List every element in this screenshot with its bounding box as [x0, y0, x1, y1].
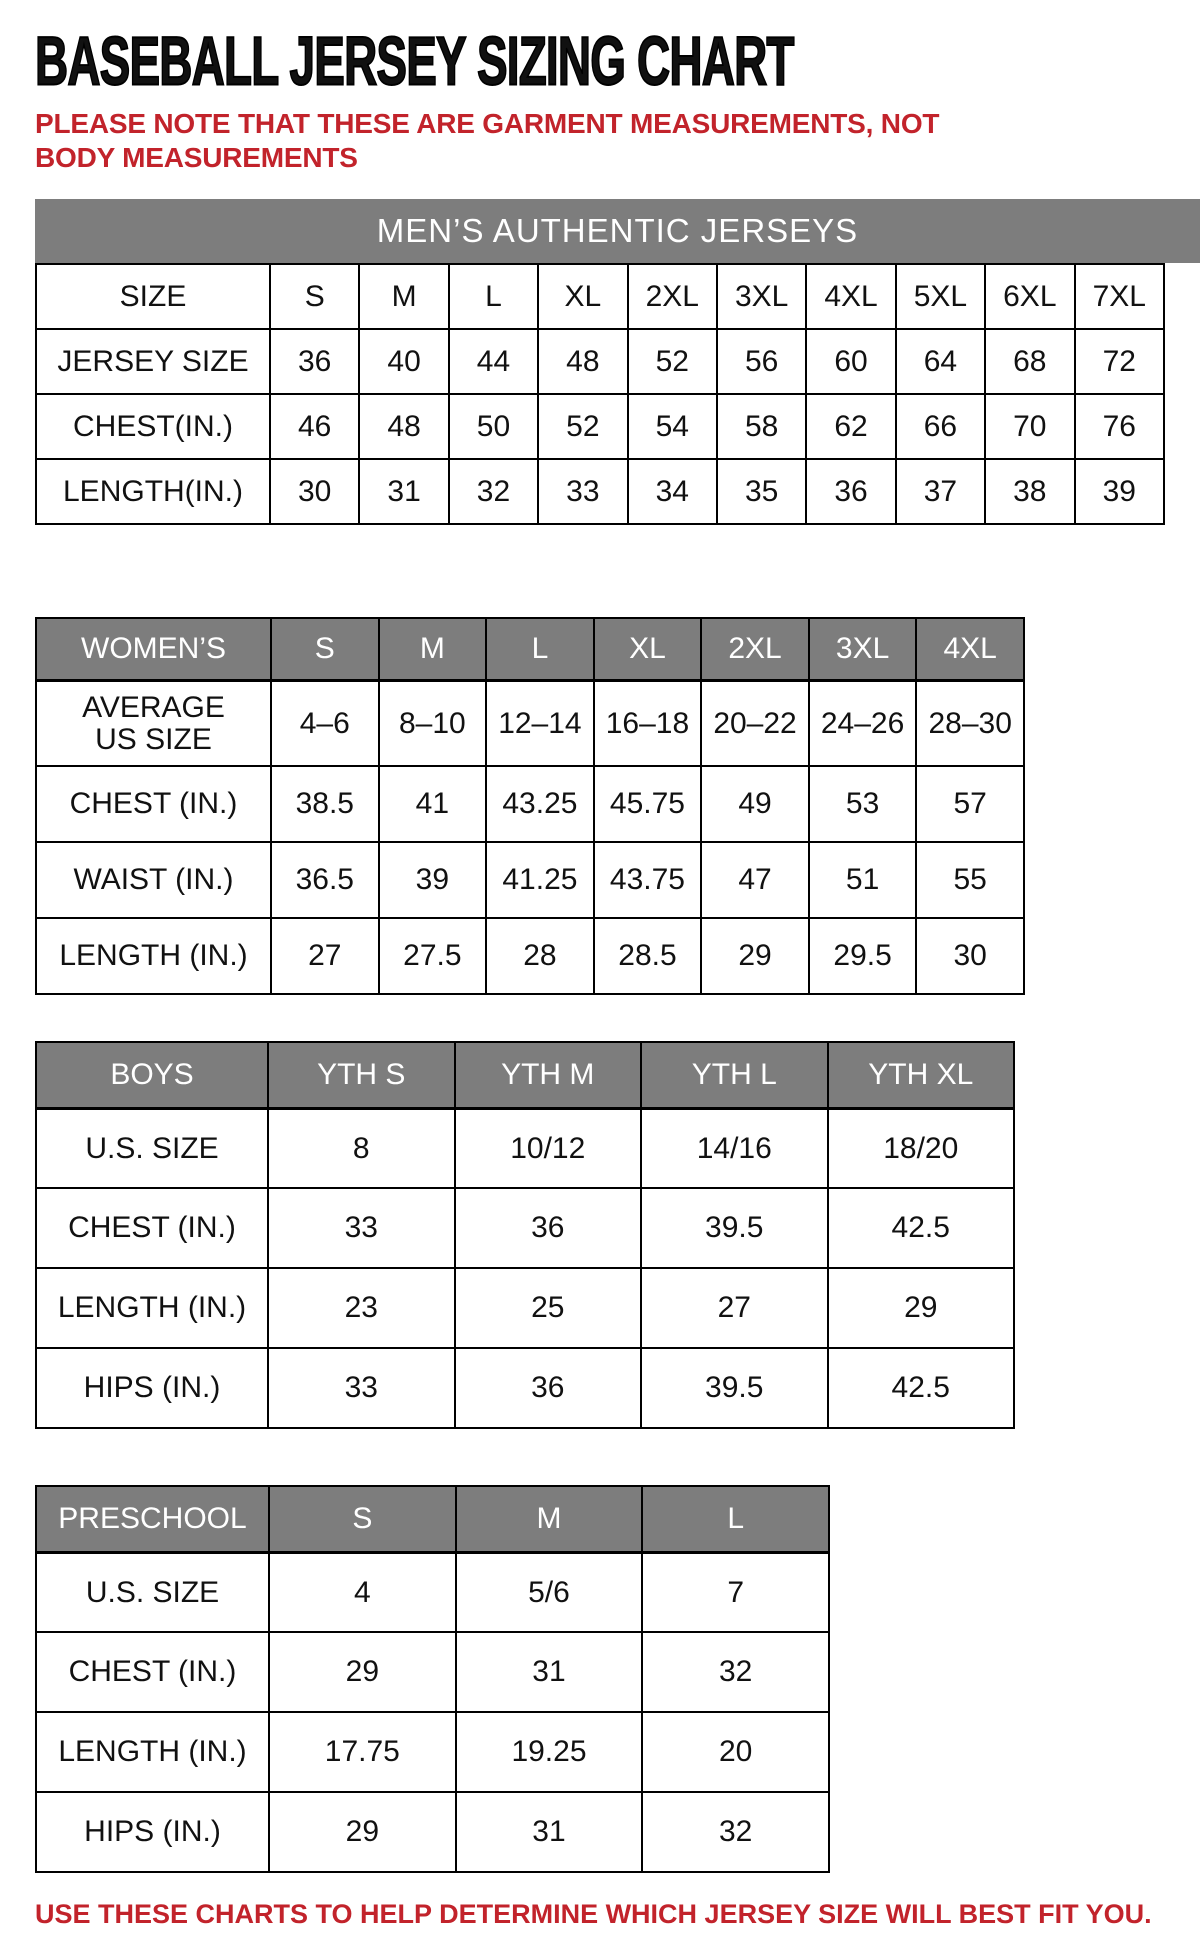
value-cell: 54 — [628, 394, 717, 459]
value-cell: 35 — [717, 459, 806, 524]
row-label-cell: LENGTH (IN.) — [36, 918, 271, 994]
header-cell: YTH XL — [828, 1042, 1015, 1108]
header-cell: XL — [594, 618, 702, 680]
table-row — [36, 329, 1164, 394]
value-cell: 46 — [270, 394, 359, 459]
womens-tbody — [36, 618, 1024, 994]
table-row — [36, 1268, 1014, 1348]
row-label-cell: WAIST (IN.) — [36, 842, 271, 918]
row-label-cell: LENGTH(IN.) — [36, 459, 270, 524]
value-cell: 40 — [359, 329, 448, 394]
row-label-cell — [36, 680, 271, 766]
page-title: BASEBALL JERSEY SIZING CHART — [35, 22, 794, 99]
boys-section — [35, 1041, 1200, 1429]
value-cell: 8–10 — [379, 680, 487, 766]
value-cell: 30 — [916, 918, 1024, 994]
table-row — [36, 918, 1024, 994]
value-cell: 66 — [896, 394, 985, 459]
value-cell: 76 — [1075, 394, 1164, 459]
value-cell: 55 — [916, 842, 1024, 918]
value-cell: 27 — [641, 1268, 828, 1348]
value-cell: 27.5 — [379, 918, 487, 994]
value-cell: 8 — [268, 1108, 455, 1188]
value-cell: 28 — [486, 918, 594, 994]
value-cell: 45.75 — [594, 766, 702, 842]
value-cell: 56 — [717, 329, 806, 394]
header-label-cell: BOYS — [36, 1042, 268, 1108]
header-cell: YTH L — [641, 1042, 828, 1108]
value-cell: 3XL — [717, 264, 806, 329]
value-cell: 31 — [456, 1792, 643, 1872]
header-cell: S — [271, 618, 379, 680]
table-row — [36, 680, 1024, 766]
value-cell: 23 — [268, 1268, 455, 1348]
table-row — [36, 842, 1024, 918]
table-row — [36, 1792, 829, 1872]
value-cell: 5/6 — [456, 1552, 643, 1632]
value-cell: 39 — [1075, 459, 1164, 524]
garment-measurement-note: PLEASE NOTE THAT THESE ARE GARMENT MEASUREMENTS, NOT BODY MEASUREMENTS — [35, 108, 940, 174]
table-row — [36, 459, 1164, 524]
value-cell: 42.5 — [828, 1348, 1015, 1428]
header-cell: M — [456, 1486, 643, 1552]
value-cell: 52 — [538, 394, 627, 459]
value-cell: 64 — [896, 329, 985, 394]
value-cell: 44 — [449, 329, 538, 394]
value-cell: 38.5 — [271, 766, 379, 842]
value-cell: 4 — [269, 1552, 456, 1632]
footer-note: USE THESE CHARTS TO HELP DETERMINE WHICH JERSEY SIZE WILL BEST FIT YOU. — [35, 1899, 1152, 1930]
header-cell: L — [486, 618, 594, 680]
value-cell: 36 — [806, 459, 895, 524]
header-label-cell: WOMEN’S — [36, 618, 271, 680]
value-cell: 29.5 — [809, 918, 917, 994]
womens-section — [35, 617, 1200, 995]
row-label-cell: JERSEY SIZE — [36, 329, 270, 394]
preschool-section — [35, 1485, 1200, 1873]
row-label-cell: HIPS (IN.) — [36, 1792, 269, 1872]
value-cell: 36 — [270, 329, 359, 394]
row-label-cell: CHEST (IN.) — [36, 1632, 269, 1712]
value-cell: 20 — [642, 1712, 829, 1792]
value-cell: 33 — [268, 1188, 455, 1268]
row-label-cell: SIZE — [36, 264, 270, 329]
value-cell: 24–26 — [809, 680, 917, 766]
preschool-sizing-table — [35, 1485, 830, 1873]
row-label-cell: CHEST(IN.) — [36, 394, 270, 459]
value-cell: 49 — [701, 766, 809, 842]
value-cell: XL — [538, 264, 627, 329]
table-row — [36, 766, 1024, 842]
boys-sizing-table — [35, 1041, 1015, 1429]
mens-section — [35, 199, 1200, 525]
value-cell: 48 — [359, 394, 448, 459]
value-cell: S — [270, 264, 359, 329]
value-cell: 7 — [642, 1552, 829, 1632]
value-cell: 16–18 — [594, 680, 702, 766]
header-cell: 3XL — [809, 618, 917, 680]
value-cell: 39.5 — [641, 1188, 828, 1268]
value-cell: 4–6 — [271, 680, 379, 766]
value-cell: 34 — [628, 459, 717, 524]
header-cell: L — [642, 1486, 829, 1552]
womens-sizing-table — [35, 617, 1025, 995]
value-cell: 62 — [806, 394, 895, 459]
value-cell: 57 — [916, 766, 1024, 842]
value-cell: 39.5 — [641, 1348, 828, 1428]
row-label-cell: CHEST (IN.) — [36, 1188, 268, 1268]
value-cell: 36 — [455, 1348, 642, 1428]
value-cell: 27 — [271, 918, 379, 994]
value-cell: 68 — [985, 329, 1074, 394]
value-cell: 5XL — [896, 264, 985, 329]
table-header-row — [36, 1042, 1014, 1108]
value-cell: 25 — [455, 1268, 642, 1348]
value-cell: 29 — [701, 918, 809, 994]
value-cell: 42.5 — [828, 1188, 1015, 1268]
value-cell: 33 — [538, 459, 627, 524]
header-label-cell: PRESCHOOL — [36, 1486, 269, 1552]
table-row — [36, 1188, 1014, 1268]
value-cell: 7XL — [1075, 264, 1164, 329]
header-cell: M — [379, 618, 487, 680]
value-cell: 31 — [359, 459, 448, 524]
value-cell: 70 — [985, 394, 1074, 459]
value-cell: 28–30 — [916, 680, 1024, 766]
value-cell: 14/16 — [641, 1108, 828, 1188]
value-cell: 47 — [701, 842, 809, 918]
value-cell: 20–22 — [701, 680, 809, 766]
value-cell: 6XL — [985, 264, 1074, 329]
table-header-row — [36, 1486, 829, 1552]
mens-banner: MEN’S AUTHENTIC JERSEYS — [35, 199, 1200, 263]
value-cell: 41.25 — [486, 842, 594, 918]
row-label-cell: HIPS (IN.) — [36, 1348, 268, 1428]
value-cell: 28.5 — [594, 918, 702, 994]
table-row — [36, 1348, 1014, 1428]
value-cell: 48 — [538, 329, 627, 394]
value-cell: 58 — [717, 394, 806, 459]
value-cell: 29 — [269, 1632, 456, 1712]
row-label-cell: U.S. SIZE — [36, 1108, 268, 1188]
value-cell: 29 — [269, 1792, 456, 1872]
value-cell: 4XL — [806, 264, 895, 329]
value-cell: 43.75 — [594, 842, 702, 918]
value-cell: 36.5 — [271, 842, 379, 918]
mens-sizing-table — [35, 263, 1165, 525]
value-cell: 60 — [806, 329, 895, 394]
value-cell: 50 — [449, 394, 538, 459]
value-cell: 17.75 — [269, 1712, 456, 1792]
row-label-cell: CHEST (IN.) — [36, 766, 271, 842]
value-cell: 72 — [1075, 329, 1164, 394]
value-cell: 37 — [896, 459, 985, 524]
value-cell: 32 — [642, 1792, 829, 1872]
value-cell: 39 — [379, 842, 487, 918]
table-row — [36, 394, 1164, 459]
value-cell: 53 — [809, 766, 917, 842]
value-cell: 52 — [628, 329, 717, 394]
value-cell: 43.25 — [486, 766, 594, 842]
value-cell: 10/12 — [455, 1108, 642, 1188]
value-cell: 38 — [985, 459, 1074, 524]
value-cell: 2XL — [628, 264, 717, 329]
value-cell: 51 — [809, 842, 917, 918]
value-cell: 12–14 — [486, 680, 594, 766]
table-header-row — [36, 618, 1024, 680]
table-row — [36, 1552, 829, 1632]
value-cell: 31 — [456, 1632, 643, 1712]
value-cell: 32 — [449, 459, 538, 524]
value-cell: 18/20 — [828, 1108, 1015, 1188]
header-cell: YTH M — [455, 1042, 642, 1108]
value-cell: 19.25 — [456, 1712, 643, 1792]
header-cell: 2XL — [701, 618, 809, 680]
boys-tbody — [36, 1042, 1014, 1428]
value-cell: M — [359, 264, 448, 329]
table-row — [36, 1108, 1014, 1188]
row-label-cell: LENGTH (IN.) — [36, 1268, 268, 1348]
header-cell: 4XL — [916, 618, 1024, 680]
row-label-line: AVERAGE — [82, 691, 225, 725]
mens-tbody — [36, 264, 1164, 524]
value-cell: 33 — [268, 1348, 455, 1428]
value-cell: 32 — [642, 1632, 829, 1712]
table-row — [36, 1632, 829, 1712]
header-cell: S — [269, 1486, 456, 1552]
value-cell: 29 — [828, 1268, 1015, 1348]
row-label-line: US SIZE — [95, 722, 212, 756]
table-row — [36, 264, 1164, 329]
row-label-cell: U.S. SIZE — [36, 1552, 269, 1632]
value-cell: 30 — [270, 459, 359, 524]
row-label-cell: LENGTH (IN.) — [36, 1712, 269, 1792]
value-cell: L — [449, 264, 538, 329]
table-row — [36, 1712, 829, 1792]
value-cell: 41 — [379, 766, 487, 842]
preschool-tbody — [36, 1486, 829, 1872]
value-cell: 36 — [455, 1188, 642, 1268]
header-cell: YTH S — [268, 1042, 455, 1108]
